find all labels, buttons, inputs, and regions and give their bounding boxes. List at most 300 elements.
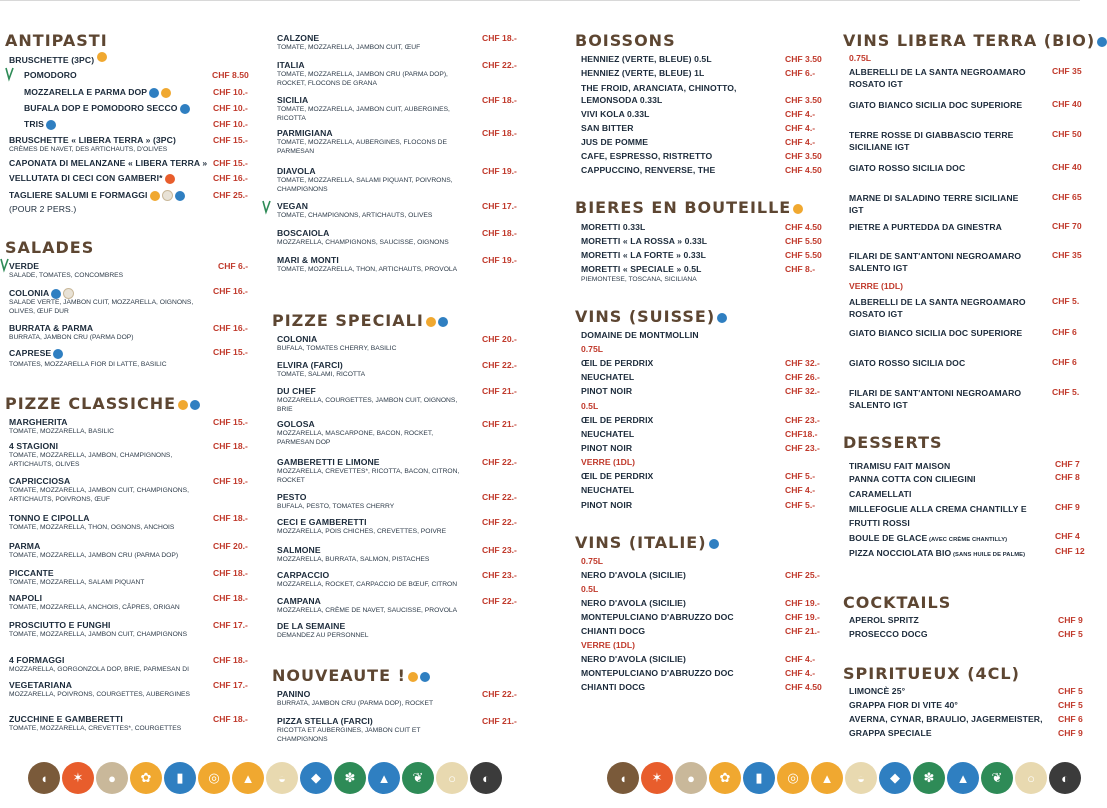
item-desc: MOZZARELLA, ROCKET, CARPACCIO DE BŒUF, CITRON <box>277 581 458 588</box>
milk-icon <box>180 104 190 114</box>
item-name: GIATO BIANCO SICILIA DOC SUPERIORE <box>849 100 1023 110</box>
item-price: CHF 22.- <box>482 689 517 699</box>
item-name: HENNIEZ (VERTE, BLEUE) 1L <box>581 68 705 78</box>
section-title-bieres: BIERES EN BOUTEILLE <box>575 198 803 217</box>
item-name: PIZZA NOCCIOLATA BIO (SANS HUILE DE PALME) <box>849 548 1026 558</box>
wheat-icon <box>150 191 160 201</box>
item-price: CHF 19.- <box>482 255 517 265</box>
sesame-icon: ◐ <box>470 762 502 794</box>
item-price: CHF 15.- <box>213 135 248 145</box>
section-title-spiritueux: SPIRITUEUX (4CL) <box>843 664 1020 683</box>
item-name: PANINO <box>277 689 311 699</box>
item-name: CAMPANA <box>277 596 321 606</box>
item-desc: BUFALA, TOMATES CHERRY, BASILIC <box>277 345 397 352</box>
item-name: ALBERELLI DE LA SANTA NEGROAMARO ROSATO IGT <box>849 297 1026 319</box>
item-price: CHF 22.- <box>482 360 517 370</box>
wheat-icon <box>178 400 188 410</box>
item-name: HENNIEZ (VERTE, BLEUE) 0.5L <box>581 54 712 64</box>
wheat-icon <box>408 672 418 682</box>
milk-icon <box>53 349 63 359</box>
section-title-vins-suisse: VINS (SUISSE) <box>575 307 727 326</box>
item-name: MOZZARELLA E PARMA DOP <box>24 87 171 98</box>
item-name: MORETTI « LA FORTE » 0.33L <box>581 250 706 260</box>
item-price: CHF 5 <box>1058 700 1083 710</box>
item-name: TONNO E CIPOLLA <box>9 513 90 523</box>
item-desc: BURRATA, JAMBON CRU (PARMA DOP) <box>9 334 134 341</box>
item-name: GIATO BIANCO SICILIA DOC SUPERIORE <box>849 328 1023 338</box>
item-name: MILLEFOGLIE ALLA CREMA CHANTILLY E FRUTTI ROSSI <box>849 504 1027 528</box>
item-name: PARMA <box>9 541 41 551</box>
item-price: CHF 4 <box>1055 531 1080 541</box>
item-price: CHF 17.- <box>213 680 248 690</box>
item-name: NEUCHATEL <box>581 372 635 383</box>
item-desc: DEMANDEZ AU PERSONNEL <box>277 632 369 639</box>
item-desc: TOMATE, MOZZARELLA, ANCHOIS, CÂPRES, ORIGAN <box>9 604 180 611</box>
size-header: VERRE (1DL) <box>581 457 635 468</box>
item-name: CARAMELLATI <box>849 489 912 499</box>
item-desc: MOZZARELLA, GORGONZOLA DOP, BRIE, PARMESAN DI <box>9 666 189 673</box>
item-name: CECI E GAMBERETTI <box>277 517 367 527</box>
item-desc: TOMATE, SALAMI, RICOTTA <box>277 371 366 378</box>
item-price: CHF 18.- <box>482 33 517 43</box>
item-price: CHF 40 <box>1052 99 1082 109</box>
item-price: CHF 21.- <box>482 386 517 396</box>
item-price: CHF 4.50 <box>785 222 822 232</box>
item-name: ITALIA <box>277 60 305 70</box>
item-name: ELVIRA (FARCI) <box>277 360 343 370</box>
item-price: CHF 16.- <box>213 173 248 183</box>
item-name: JUS DE POMME <box>581 137 649 147</box>
lupin-icon: ❦ <box>402 762 434 794</box>
item-price: CHF 16.- <box>213 286 248 296</box>
item-name: COLONIA <box>277 334 318 344</box>
item-name: TIRAMISU FAIT MAISON <box>849 461 951 471</box>
item-name: MONTEPULCIANO D'ABRUZZO DOC <box>581 612 734 622</box>
item-desc: TOMATES, MOZZARELLA FIOR DI LATTE, BASILIC <box>9 361 167 368</box>
item-price: CHF 18.- <box>213 593 248 603</box>
item-name: NERO D'AVOLA (SICILIE) <box>581 654 686 664</box>
celery-icon: ✽ <box>334 762 366 794</box>
item-desc: TOMATE, MOZZARELLA, JAMBON, CHAMPIGNONS, ARTICHAUTS, OLIVES <box>9 452 173 468</box>
fish-icon: ◆ <box>879 762 911 794</box>
item-price: CHF 8 <box>1055 472 1080 482</box>
item-note: (SANS HUILE DE PALME) <box>951 552 1026 558</box>
item-price: CHF18.- <box>785 428 818 439</box>
sesame-icon: ◐ <box>1049 762 1081 794</box>
item-name: GRAPPA FIOR DI VITE 40° <box>849 700 958 710</box>
size-header: 0.75L <box>581 344 603 354</box>
item-price: CHF 18.- <box>482 228 517 238</box>
item-name: BOSCAIOLA <box>277 228 330 238</box>
item-name: PROSCIUTTO E FUNGHI <box>9 620 111 630</box>
item-price: CHF 19.- <box>785 612 820 622</box>
item-name: 4 FORMAGGI <box>9 655 65 665</box>
item-desc: TOMATE, MOZZARELLA, BASILIC <box>9 428 114 435</box>
item-name: VEGETARIANA <box>9 680 73 690</box>
milk-icon <box>438 317 448 327</box>
wheat-icon <box>793 204 803 214</box>
item-price: CHF 5.- <box>785 499 816 510</box>
item-name: BRUSCHETTE « LIBERA TERRA » (3PC) <box>9 135 176 145</box>
item-name: BUFALA DOP E POMODORO SECCO <box>24 103 190 114</box>
item-price: CHF 12 <box>1055 546 1085 556</box>
milk-icon: ▮ <box>743 762 775 794</box>
size-header: 0.75L <box>849 53 871 63</box>
item-price: CHF 3.50 <box>785 54 822 64</box>
section-title-desserts: DESSERTS <box>843 433 943 452</box>
item-price: CHF 17.- <box>213 620 248 630</box>
item-note: (AVEC CRÈME CHANTILLY) <box>927 537 1008 543</box>
item-desc: MOZZARELLA, MASCARPONE, BACON, ROCKET, PARMESAN DOP <box>277 430 434 446</box>
item-price: CHF 25.- <box>785 570 820 580</box>
item-name: CAFE, ESPRESSO, RISTRETTO <box>581 151 713 161</box>
item-name: COLONIA <box>9 288 74 299</box>
item-name: ŒIL DE PERDRIX <box>581 471 654 482</box>
item-price: CHF 8.- <box>785 264 816 274</box>
item-desc: MOZZARELLA, CREVETTES*, RICOTTA, BACON, CITRON, ROCKET <box>277 468 460 484</box>
item-name: NERO D'AVOLA (SICILIE) <box>581 598 686 608</box>
item-name: PESTO <box>277 492 307 502</box>
item-name: AVERNA, CYNAR, BRAULIO, JAGERMEISTER, <box>849 714 1043 724</box>
item-price: CHF 4.- <box>785 109 816 119</box>
item-name: ŒIL DE PERDRIX <box>581 414 654 425</box>
item-price: CHF 23.- <box>482 545 517 555</box>
item-name: ZUCCHINE E GAMBERETTI <box>9 714 123 724</box>
item-name: GIATO ROSSO SICILIA DOC <box>849 358 966 368</box>
item-name: PINOT NOIR <box>581 386 633 397</box>
section-title-cocktails: COCKTAILS <box>843 593 952 612</box>
item-name: VIVI KOLA 0.33L <box>581 109 650 119</box>
milk-icon <box>149 88 159 98</box>
size-header: 0.5L <box>581 584 599 594</box>
allergen-legend-right <box>607 762 1081 794</box>
item-name: VERDE <box>9 261 40 271</box>
item-price: CHF 18.- <box>213 441 248 451</box>
section-title-boissons: BOISSONS <box>575 31 676 50</box>
milk-icon <box>420 672 430 682</box>
item-price: CHF 23.- <box>785 414 820 425</box>
item-price: CHF 4.50 <box>785 165 822 175</box>
item-name: PIETRE A PURTEDDA DA GINESTRA <box>849 222 1002 232</box>
item-name: CHIANTI DOCG <box>581 626 646 636</box>
item-price: CHF 22.- <box>482 60 517 70</box>
milk-icon <box>51 289 61 299</box>
item-price: CHF 15.- <box>213 347 248 357</box>
item-desc: CRÈMES DE NAVET, DES ARTICHAUTS, D'OLIVES <box>9 146 168 153</box>
item-name: MARNE DI SALADINO TERRE SICILIANE IGT <box>849 193 1019 215</box>
item-name: APEROL SPRITZ <box>849 615 919 625</box>
item-name: 4 STAGIONI <box>9 441 59 451</box>
item-price: CHF 6 <box>1058 714 1083 724</box>
item-desc: TOMATE, MOZZARELLA, JAMBON CRU (PARMA DOP), ROCKET, FLOCONS DE GRANA <box>277 71 448 87</box>
item-name: THE FROID, ARANCIATA, CHINOTTO, <box>581 83 737 93</box>
item-name: GRAPPA SPECIALE <box>849 728 932 738</box>
item-name: CALZONE <box>277 33 320 43</box>
item-price: CHF 4.- <box>785 485 816 496</box>
section-title-antipasti: ANTIPASTI <box>5 31 108 50</box>
item-price: CHF 26.- <box>785 372 820 383</box>
item-name: DE LA SEMAINE <box>277 621 346 631</box>
size-header: 0.5L <box>581 400 599 411</box>
item-price: CHF 10.- <box>213 87 248 97</box>
item-price: CHF 9 <box>1055 502 1080 512</box>
item-desc: TOMATE, MOZZARELLA, SALAMI PIQUANT, POIVRONS, CHAMPIGNONS <box>277 177 453 193</box>
item-name: PARMIGIANA <box>277 128 333 138</box>
item-price: CHF 6.- <box>218 261 249 271</box>
item-price: CHF 19.- <box>785 598 820 608</box>
sulphite-icon: ▲ <box>947 762 979 794</box>
item-name: GOLOSA <box>277 419 315 429</box>
crustacean-icon: ✶ <box>641 762 673 794</box>
item-desc: TOMATE, MOZZARELLA, JAMBON CRU (PARMA DOP) <box>9 552 179 559</box>
item-price: CHF 18.- <box>482 95 517 105</box>
item-desc: SALADE, TOMATES, CONCOMBRES <box>9 272 124 279</box>
wheat-icon: ✿ <box>130 762 162 794</box>
item-name: CAPRESE <box>9 348 63 359</box>
item-price: CHF 4.- <box>785 137 816 147</box>
item-desc: MOZZARELLA, CHAMPIGNONS, SAUCISSE, OIGNONS <box>277 239 449 246</box>
item-name: DU CHEF <box>277 386 316 396</box>
item-price: CHF 4.- <box>785 123 816 133</box>
item-name: MORETTI « LA ROSSA » 0.33L <box>581 236 708 246</box>
item-name: PANNA COTTA CON CILIEGINI <box>849 474 976 484</box>
soy-egg-icon: ○ <box>1015 762 1047 794</box>
item-price: CHF 6.- <box>785 68 816 78</box>
item-price: CHF 21.- <box>482 716 517 726</box>
item-price: CHF 5 <box>1058 686 1083 696</box>
item-desc: BUFALA, PESTO, TOMATES CHERRY <box>277 503 395 510</box>
item-name: CAPRICCIOSA <box>9 476 71 486</box>
size-header: VERRE (1DL) <box>581 640 635 650</box>
section-title-salades: SALADES <box>5 238 95 257</box>
item-price: CHF 5. <box>1052 296 1080 306</box>
item-name: NEUCHATEL <box>581 428 635 439</box>
crustacean-icon <box>165 174 175 184</box>
item-name: PINOT NOIR <box>581 499 633 510</box>
item-price: CHF 70 <box>1052 221 1082 231</box>
item-price: CHF 35 <box>1052 66 1082 76</box>
item-name: TERRE ROSSE DI GIABBASCIO TERRE SICILIANE IGT <box>849 130 1014 152</box>
item-name: BOULE DE GLACE (AVEC CRÈME CHANTILLY) <box>849 533 1008 543</box>
item-price: CHF 18.- <box>482 128 517 138</box>
item-price: CHF 40 <box>1052 162 1082 172</box>
item-name: LIMONCÈ 25° <box>849 686 906 696</box>
item-price: CHF 5.- <box>785 471 816 482</box>
item-name: FILARI DE SANT'ANTONI NEGROAMARO SALENTO IGT <box>849 251 1022 273</box>
item-price: CHF 19.- <box>482 166 517 176</box>
item-desc: MOZZARELLA, COURGETTES, JAMBON CUIT, OIGNONS, BRIE <box>277 397 458 413</box>
item-price: CHF 17.- <box>482 201 517 211</box>
item-desc: TOMATE, MOZZARELLA, THON, OGNONS, ANCHOIS <box>9 524 175 531</box>
item-desc: TOMATE, MOZZARELLA, THON, ARTICHAUTS, PROVOLA <box>277 266 458 273</box>
milk-icon <box>190 400 200 410</box>
item-name: VELLUTATA DI CECI CON GAMBERI* <box>9 173 175 184</box>
celery-icon: ✽ <box>913 762 945 794</box>
mustard-icon: ▲ <box>232 762 264 794</box>
item-name: MONTEPULCIANO D'ABRUZZO DOC <box>581 668 734 678</box>
item-desc: TOMATE, MOZZARELLA, CREVETTES*, COURGETTES <box>9 725 182 732</box>
item-price: CHF 3.50 <box>785 95 822 105</box>
item-desc: RICOTTA ET AUBERGINES, JAMBON CUIT ET CHAMPIGNONS <box>277 727 421 743</box>
item-name: PICCANTE <box>9 568 54 578</box>
sulphite-icon: ▲ <box>368 762 400 794</box>
item-name: GIATO ROSSO SICILIA DOC <box>849 163 966 173</box>
milk-icon <box>46 120 56 130</box>
shellfish-icon: ◒ <box>266 762 298 794</box>
item-price: CHF 8.50 <box>212 70 249 80</box>
item-price: CHF 5. <box>1052 387 1080 397</box>
vegan-leaf-icon <box>0 258 9 271</box>
wheat-icon <box>97 52 107 62</box>
section-title-pizze-classiche: PIZZE CLASSICHE <box>5 394 200 413</box>
item-price: CHF 32.- <box>785 358 820 368</box>
item-price: CHF 20.- <box>213 541 248 551</box>
item-desc: MOZZARELLA, POIVRONS, COURGETTES, AUBERGINES <box>9 691 190 698</box>
nut-icon: ● <box>96 762 128 794</box>
item-price: CHF 5.50 <box>785 250 822 260</box>
item-name: ALBERELLI DE LA SANTA NEGROAMARO ROSATO IGT <box>849 67 1026 89</box>
fish-icon: ◆ <box>300 762 332 794</box>
producer-name: DOMAINE DE MONTMOLLIN <box>581 330 699 340</box>
item-desc: MOZZARELLA, CRÈME DE NAVET, SAUCISSE, PROVOLA <box>277 607 458 614</box>
item-price: CHF 10.- <box>213 103 248 113</box>
egg-icon <box>63 288 74 299</box>
item-desc: MOZZARELLA, POIS CHICHES, CREVETTES, POIVRE <box>277 528 447 535</box>
item-price: CHF 18.- <box>213 513 248 523</box>
item-desc: TOMATE, CHAMPIGNONS, ARTICHAUTS, OLIVES <box>277 212 433 219</box>
item-price: CHF 3.50 <box>785 151 822 161</box>
gluten-icon: ◖ <box>28 762 60 794</box>
item-price: CHF 5.50 <box>785 236 822 246</box>
item-name: TAGLIERE SALUMI E FORMAGGI <box>9 190 185 201</box>
vegan-leaf-icon <box>262 200 271 213</box>
item-name: CAPPUCCINO, RENVERSE, THE <box>581 165 716 175</box>
item-price: CHF 4.- <box>785 668 816 678</box>
item-price: CHF 18.- <box>213 568 248 578</box>
item-name: POMODORO <box>24 70 77 80</box>
item-price: CHF 9 <box>1058 728 1083 738</box>
item-price: CHF 20.- <box>482 334 517 344</box>
item-desc: MOZZARELLA, BURRATA, SALMON, PISTACHES <box>277 556 430 563</box>
section-title-vins-libera-terra: VINS LIBERA TERRA (BIO) <box>843 31 1107 50</box>
item-name: BRUSCHETTE (3PC) <box>9 55 95 65</box>
item-price: CHF 6 <box>1052 327 1077 337</box>
item-name: ŒIL DE PERDRIX <box>581 358 654 368</box>
item-desc: SALADE VERTE, JAMBON CUIT, MOZZARELLA, OIGNONS, OLIVES, ŒUF DUR <box>9 299 194 315</box>
item-name: LEMONSODA 0.33L <box>581 95 663 105</box>
item-name: VEGAN <box>277 201 309 211</box>
item-price: CHF 35 <box>1052 250 1082 260</box>
item-price: CHF 7 <box>1055 459 1080 469</box>
item-price: CHF 4.50 <box>785 682 822 692</box>
milk-icon <box>175 191 185 201</box>
milk-icon: ▮ <box>164 762 196 794</box>
item-desc: BURRATA, JAMBON CRU (PARMA DOP), ROCKET <box>277 700 434 707</box>
item-desc: PIEMONTESE, TOSCANA, SICILIANA <box>581 276 697 283</box>
item-name: SALMONE <box>277 545 321 555</box>
item-price: CHF 23.- <box>785 443 820 453</box>
allergen-legend-left <box>28 762 502 794</box>
item-name: DIAVOLA <box>277 166 316 176</box>
item-name: NAPOLI <box>9 593 43 603</box>
sulphite-icon <box>717 313 727 323</box>
item-desc: TOMATE, MOZZARELLA, JAMBON CUIT, AUBERGINES, RICOTTA <box>277 106 450 122</box>
item-name: MARI & MONTI <box>277 255 339 265</box>
item-price: CHF 16.- <box>213 323 248 333</box>
item-name: SAN BITTER <box>581 123 634 133</box>
item-price: CHF 25.- <box>213 190 248 200</box>
item-price: CHF 9 <box>1058 615 1083 625</box>
item-price: CHF 18.- <box>213 655 248 665</box>
size-header: 0.75L <box>581 556 603 566</box>
lupin-icon: ❦ <box>981 762 1013 794</box>
item-desc: TOMATE, MOZZARELLA, JAMBON CUIT, CHAMPIGNONS <box>9 631 188 638</box>
item-name: CHIANTI DOCG <box>581 682 646 692</box>
item-desc: TOMATE, MOZZARELLA, JAMBON CUIT, ŒUF <box>277 44 421 51</box>
item-name: NERO D'AVOLA (SICILIE) <box>581 570 686 580</box>
egg-icon <box>161 88 171 98</box>
item-name: NEUCHATEL <box>581 485 635 496</box>
item-price: CHF 19.- <box>213 476 248 486</box>
wheat-icon: ✿ <box>709 762 741 794</box>
item-price: CHF 10.- <box>213 119 248 129</box>
item-name: MARGHERITA <box>9 417 68 427</box>
shellfish-icon: ◒ <box>845 762 877 794</box>
item-desc: TOMATE, MOZZARELLA, JAMBON CUIT, CHAMPIGNONS, ARTICHAUTS, POIVRONS, ŒUF <box>9 487 189 503</box>
sulphite-icon <box>1097 37 1107 47</box>
item-price: CHF 21.- <box>785 626 820 636</box>
item-name: SICILIA <box>277 95 309 105</box>
item-price: CHF 50 <box>1052 129 1082 139</box>
item-name: BURRATA & PARMA <box>9 323 94 333</box>
sulphite-icon <box>709 539 719 549</box>
wheat-icon <box>426 317 436 327</box>
item-name: TRIS <box>24 119 56 130</box>
nut-icon: ● <box>675 762 707 794</box>
item-name: PINOT NOIR <box>581 443 633 453</box>
top-divider <box>0 0 1080 1</box>
item-name: PIZZA STELLA (FARCI) <box>277 716 373 726</box>
item-price: CHF 32.- <box>785 386 820 397</box>
item-price: CHF 22.- <box>482 492 517 502</box>
mustard-icon: ▲ <box>811 762 843 794</box>
vegan-leaf-icon <box>5 67 14 80</box>
soy-egg-icon: ○ <box>436 762 468 794</box>
item-desc: (POUR 2 PERS.) <box>9 204 77 214</box>
item-price: CHF 6 <box>1052 357 1077 367</box>
item-price: CHF 15.- <box>213 158 248 168</box>
section-title-pizze-speciali: PIZZE SPECIALI <box>272 311 448 330</box>
item-price: CHF 22.- <box>482 596 517 606</box>
item-desc: TOMATE, MOZZARELLA, AUBERGINES, FLOCONS DE PARMESAN <box>277 139 447 155</box>
item-name: MORETTI 0.33L <box>581 222 646 232</box>
section-title-vins-italie: VINS (ITALIE) <box>575 533 719 552</box>
egg-icon: ◎ <box>198 762 230 794</box>
item-price: CHF 21.- <box>482 419 517 429</box>
item-name: MORETTI « SPECIALE » 0.5L <box>581 264 702 274</box>
item-price: CHF 15.- <box>213 417 248 427</box>
item-name: GAMBERETTI E LIMONE <box>277 457 380 467</box>
item-name: CAPONATA DI MELANZANE « LIBERA TERRA » <box>9 158 208 168</box>
item-price: CHF 22.- <box>482 517 517 527</box>
item-price: CHF 18.- <box>213 714 248 724</box>
item-price: CHF 4.- <box>785 654 816 664</box>
item-price: CHF 22.- <box>482 457 517 467</box>
crustacean-icon: ✶ <box>62 762 94 794</box>
gluten-icon: ◖ <box>607 762 639 794</box>
item-desc: TOMATE, MOZZARELLA, SALAMI PIQUANT <box>9 579 145 586</box>
section-title-nouveaute: NOUVEAUTE ! <box>272 666 430 685</box>
